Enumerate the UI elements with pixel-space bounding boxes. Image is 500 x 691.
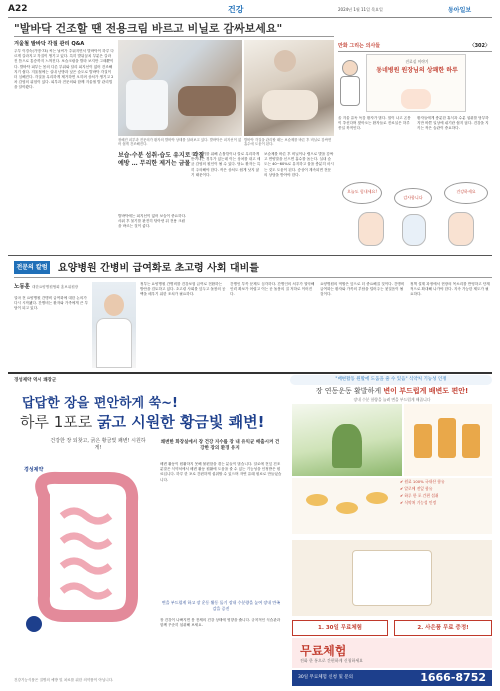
product-package-photo bbox=[292, 540, 492, 616]
doctor-exam-photo bbox=[118, 40, 242, 136]
article2-column-2: 정부는 요양병원 간병비를 건강보험 급여로 전환하는 방안을 검토하고 있다. 초고령 사회를 앞두고 돌봄의 공백을 메우기 위한 조치가 필요하다. bbox=[140, 282, 226, 297]
ad-headline-2-bold: 굵고 시원한 황금빛 쾌변! bbox=[97, 413, 265, 431]
author-name: 노동훈 bbox=[14, 284, 30, 290]
headline-rule bbox=[14, 36, 334, 37]
comic-character-1 bbox=[358, 212, 384, 246]
article-headline: "발바닥 건조할 땐 전용크림 바르고 비닐로 감싸보세요" bbox=[14, 22, 283, 35]
speech-bubble-2: 감사합니다 bbox=[394, 188, 432, 208]
column-badge: 전문의 칼럼 bbox=[14, 261, 50, 274]
ad-mid-body: 배변 활동이 원활하지 못해 불편함을 겪는 분들이 많습니다. 알로에 전잎 건조분말은 식약처에서 배변 활동 원활에 도움을 줄 수 있는 기능성을 인정받은 원료입니다. 하루 한 포로 간편하게 섭취할 수 있으며 자연 유래 원료로 만들었습니다. bbox=[160, 462, 282, 482]
article2-column-5: 정책 설계 과정에서 현장의 목소리를 반영하고 단계적으로 확대해 나가야 한다. 지속 가능한 제도가 필요하다. bbox=[410, 282, 490, 297]
comic-doctor-illustration bbox=[338, 54, 364, 112]
character-icon bbox=[401, 89, 431, 109]
doctor-figure bbox=[132, 54, 158, 80]
foot-care-photo bbox=[244, 40, 334, 136]
author-byline bbox=[14, 282, 78, 290]
intestine-illustration bbox=[14, 456, 154, 646]
article2-column-1: 얼마 전 요양병원 간병비 급여화에 대한 논의가 다시 시작됐다. 간병비는 환자와 가족에게 큰 부담이 되고 있다. bbox=[14, 296, 88, 311]
comic-character-3 bbox=[448, 212, 474, 246]
ad-headline: 답답한 장을 편안하게 쑥~! bbox=[22, 396, 178, 411]
phone-label: 30일 무료체험 신청 및 문의 bbox=[298, 675, 353, 680]
ad-mid-highlight: 변을 부드럽게 하고 장 운동 활동 돕기 장내 수분량을 높여 장내 만족감을 증진 bbox=[161, 600, 281, 611]
article2-column-4: 요양병원의 역할은 앞으로 더 중요해질 것이다. 간병비 급여화는 환자와 가족의 부담을 덜어주는 첫걸음이 될 것이다. bbox=[320, 282, 405, 297]
section-title: 건강 bbox=[228, 5, 244, 14]
newspaper-brand: 동아일보 bbox=[448, 7, 472, 14]
author-portrait bbox=[92, 282, 136, 368]
article2-headline: 요양병원 간병비 급여화로 초고령 사회 대비를 bbox=[58, 263, 259, 274]
ad-right-headline bbox=[292, 386, 492, 396]
ad-headline-2-prefix: 하루 1포로 bbox=[20, 413, 98, 431]
portrait-coat bbox=[96, 318, 132, 368]
feature-item: ✔ 알로에 전잎 함유 bbox=[400, 486, 433, 491]
intestine-icon bbox=[14, 456, 154, 646]
page-number: A22 bbox=[8, 4, 28, 14]
ad-right-subcopy: 장내 수분 함량을 늘려 변을 부드럽게 해줍니다 bbox=[353, 397, 431, 402]
phone-number[interactable]: 1666-8752 bbox=[420, 671, 486, 684]
article2-column-3: 간병인 부족 문제도 심각하다. 간병인의 처우가 열악해 인력 확보가 어렵고 이는 곧 돌봄의 질 저하로 이어진다. bbox=[230, 282, 315, 297]
free-trial-title: 무료체험 bbox=[300, 644, 347, 658]
issue-date: 2024년 1월 11일 목요일 bbox=[338, 7, 383, 12]
ad-headline-2 bbox=[20, 411, 264, 432]
speech-bubble-1: 오늘도 힘내세요! bbox=[342, 182, 382, 204]
comic-strip bbox=[338, 178, 492, 252]
sidebar-text-2: 환자들에게 충분한 휴식과 수분 섭취를 당부하지만 바쁜 일상에 쉬기란 쉽지 않다. 건강을 지키는 작은 습관이 중요하다. bbox=[417, 116, 489, 131]
pill-icon bbox=[366, 492, 388, 504]
free-trial-note: 전화 한 통으로 간편하게 신청하세요 bbox=[300, 658, 364, 663]
doctor-body-icon bbox=[340, 76, 360, 106]
feature-item: ✔ 하루 한 포 간편 섭취 bbox=[400, 493, 439, 498]
ad-logo: 경성제약 bbox=[24, 467, 44, 473]
sidebar-title-bar bbox=[338, 40, 492, 52]
ad-mid-headline: 쾌변한 화장실에서 장 건강 지수를 장 내 유익균 배출시켜 건강한 장의 환경 유지 bbox=[160, 440, 280, 451]
article2-rule bbox=[14, 277, 492, 278]
ad-certification-banner: "배변활동 원활에 도움을 줄 수 있음" 식약처 기능성 인정 bbox=[290, 375, 492, 385]
photo-caption-2: 발바닥 각질을 관리할 때는 보습제를 바른 후 비닐로 감싸면 흡수에 도움이 된다. bbox=[244, 138, 332, 147]
jar-icon bbox=[462, 424, 480, 458]
section-divider bbox=[8, 255, 492, 256]
promo-free-trial[interactable]: 1. 30일 무료체험 bbox=[292, 620, 388, 636]
product-jars bbox=[404, 404, 492, 476]
jar-icon bbox=[414, 424, 432, 458]
article-column-2: 발바닥에는 피지선이 없어 보습이 중요하다. 샤워 후 물기를 완전히 닦아낸 뒤 전용 크림을 바르는 것이 좋다. bbox=[118, 214, 187, 229]
aloe-photo bbox=[292, 404, 402, 476]
article-column-3: 각질 제거를 위해 손톱깎이나 칼로 무리하게 뜯어내는 경우가 있는데 이는 상처를 내고 세균 감염의 원인이 될 수 있다. 당뇨 환자는 특히 주의해야 한다. 작은 상처도 쉽게 낫지 않기 때문이다. bbox=[191, 152, 261, 177]
sidebar-text-1: 올 겨울 유독 독감 환자가 많다. 열이 나고 온몸이 쑤신다며 찾아오는 환자들로 진료실은 하루 종일 북적인다. bbox=[338, 116, 411, 131]
white-coat-shape bbox=[126, 80, 168, 130]
portrait-face bbox=[104, 294, 124, 316]
page-header bbox=[8, 4, 492, 18]
ad-right-prefix: 장 연동운동 활발하게 bbox=[315, 387, 384, 395]
ad-right-bold: 변이 부드럽게 배변도 편안! bbox=[383, 387, 469, 395]
phone-bar[interactable] bbox=[292, 670, 492, 686]
article-column-1: 주부 이경숙(가명·73) 씨는 날씨가 추워지면서 발바닥이 하루 다르게 갈라지고 각질이 생기고 있다. 특히 발뒤꿈치 부분은 갈라진 틈으로 통증까지 느껴진다. 보습크림을 발라 보지만 그때뿐이다. 발바닥 피부는 몸의 다른 부위와 달리 피지선이 없어 건조해지기 쉽다. 겨울철에는 실내 난방과 낮은 습도로 발바닥 각질이 더 심해진다. 각질을 무리하게 제거하면 오히려 상처가 생기고 2차 감염의 위험이 있다. 피부과 전문의와 함께 겨울철 발 관리법을 알아봤다. bbox=[14, 49, 114, 90]
ad-mid-footer: 장 건강이 나빠지면 몸 전체의 건강 상태에 영향을 줍니다. 규칙적인 식습관과 함께 꾸준히 섭취해 보세요. bbox=[160, 618, 281, 628]
foot-shape bbox=[262, 90, 318, 120]
speech-bubble-3: 건강하세요 bbox=[444, 182, 488, 204]
doctor-head-icon bbox=[342, 60, 358, 76]
person-figure bbox=[274, 50, 296, 72]
article-column-4: 보습제를 바른 후 비닐이나 랩으로 발을 감싸고 면양말을 신으면 흡수를 돕는다. 실내 습도는 40~60%로 유지하고 물을 충분히 마시는 것도 도움이 된다. 증상이 계속되면 전문의 상담을 받아야 한다. bbox=[264, 152, 334, 177]
jar-icon bbox=[438, 418, 456, 458]
sidebar-title: 만화 그리는 의사들 bbox=[338, 43, 381, 49]
comic-character-2 bbox=[402, 214, 426, 246]
ad-disclaimer: 건강기능식품은 질병의 예방 및 치료를 위한 의약품이 아닙니다. bbox=[14, 678, 114, 682]
comic-panel-main bbox=[366, 54, 466, 112]
patient-figure bbox=[178, 86, 236, 116]
article-subhead: 겨울철 발바닥 각질 관리 Q&A bbox=[14, 41, 85, 47]
ad-subcopy: 건강한 장 되찾고, 굵은 황금빛 쾌변! 시원하게! bbox=[50, 438, 146, 451]
pull-quote: 보습·수분 섭취·습도 유지로 각질 예방 … 무리한 제거는 금물 bbox=[118, 152, 205, 168]
pill-icon bbox=[336, 502, 358, 514]
photo-caption-1: 장혜진 피부과 전문의가 환자의 발바닥 상태를 살펴보고 있다. 발바닥은 피지선이 없어 쉽게 건조해진다. bbox=[118, 138, 242, 147]
author-title: 대한요양병원협회 홍보위원장 bbox=[31, 285, 79, 289]
feature-item: ✔ 원료 100% 국내산 함유 bbox=[400, 479, 445, 484]
feature-item: ✔ 식약처 기능성 인정 bbox=[400, 500, 437, 505]
product-box-icon bbox=[352, 550, 432, 606]
pill-icon bbox=[306, 494, 328, 506]
aloe-leaf-icon bbox=[332, 424, 362, 468]
promo-gift[interactable]: 2. 사은품 무료 증정! bbox=[394, 620, 492, 636]
ad-label: 경성제약 역시 쾌장군 bbox=[14, 378, 57, 383]
comic-title: 동네병원 원장님의 상쾌한 하루 bbox=[376, 67, 458, 74]
sidebar-number: 〈302〉 bbox=[469, 43, 490, 49]
comic-sub: 진료실 이야기 bbox=[405, 59, 429, 64]
